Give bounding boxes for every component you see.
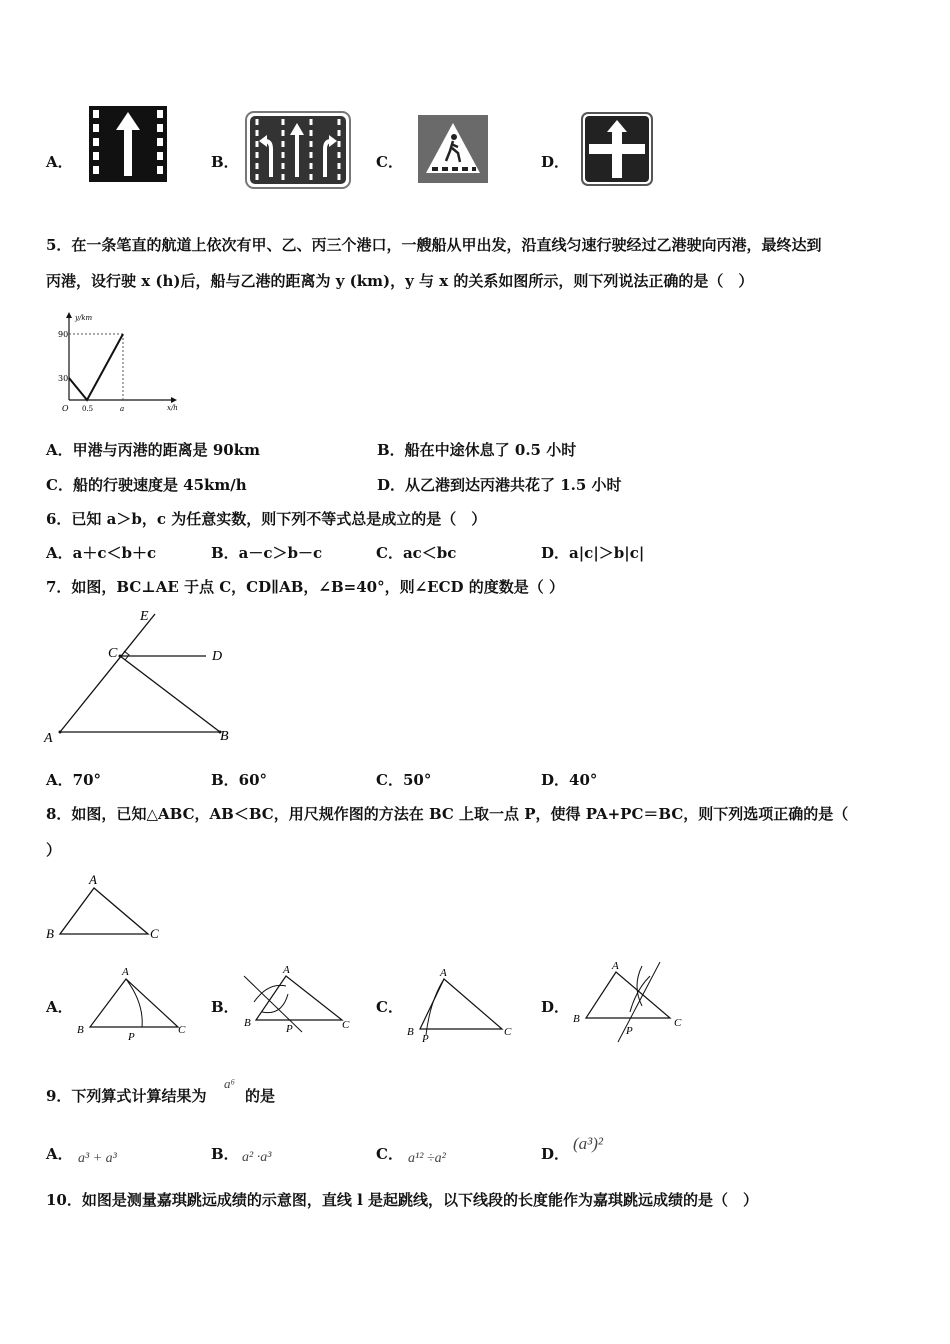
q5-x-tick-05: 0.5 <box>82 405 94 413</box>
q5-x-axis-label: x/h <box>167 404 178 412</box>
q5-option-b[interactable]: B．船在中途休息了 0.5 小时 <box>377 441 577 459</box>
q5-option-c[interactable]: C．船的行驶速度是 45km/h <box>46 476 247 494</box>
q8-label-c: C <box>150 926 159 941</box>
q9-option-d-expression: (a³)² <box>573 1134 604 1153</box>
q8d-label-b: B <box>573 1013 580 1025</box>
q8-label-b: B <box>46 926 54 941</box>
q9-option-b-expression: a² ·a³ <box>242 1150 272 1165</box>
q10-stem: 10．如图是测量嘉琪跳远成绩的示意图，直线 l 是起跳线，以下线段的长度能作为嘉琪跳远成绩的是（ ） <box>46 1191 759 1209</box>
q9-option-a[interactable]: A． <box>46 1145 73 1163</box>
q5-y-tick-30: 30 <box>58 374 69 383</box>
lane-direction-arrows-icon <box>245 111 351 189</box>
crossroad-junction-icon <box>581 112 653 186</box>
q7-option-c[interactable]: C．50° <box>376 771 432 789</box>
q9-stem-suffix: 的是 <box>245 1087 276 1105</box>
q9-option-b[interactable]: B． <box>211 1145 239 1163</box>
q7-option-d[interactable]: D．40° <box>541 771 598 789</box>
q4-option-b[interactable]: B． <box>211 153 239 171</box>
q4-option-a[interactable]: A． <box>46 153 73 171</box>
q8-option-b-figure <box>238 962 363 1042</box>
q5-x-tick-a: a <box>120 405 125 413</box>
q4-option-d[interactable]: D． <box>541 153 570 171</box>
q8d-label-p: P <box>626 1025 633 1037</box>
q7-label-b: B <box>220 729 229 744</box>
q8-stem-line1: 8．如图，已知△ABC，AB＜BC，用尺规作图的方法在 BC 上取一点 P，使得 PA+PC＝BC，则下列选项正确的是（ <box>46 805 849 823</box>
q8c-label-a: A <box>440 967 447 979</box>
q8c-label-p: P <box>422 1033 429 1045</box>
q9-stem-expression: a⁶ <box>224 1076 236 1091</box>
q9-option-c[interactable]: C． <box>376 1145 403 1163</box>
q7-label-e: E <box>140 609 149 624</box>
q9-option-d[interactable]: D． <box>541 1145 570 1163</box>
q8d-label-a: A <box>612 960 619 972</box>
q5-option-d[interactable]: D．从乙港到达丙港共花了 1.5 小时 <box>377 476 622 494</box>
q7-stem: 7．如图，BC⊥AE 于点 C，CD∥AB，∠B=40°，则∠ECD 的度数是（ ） <box>46 578 564 596</box>
q8-option-d-figure <box>570 956 695 1046</box>
q8c-label-c: C <box>504 1026 512 1038</box>
q8a-label-c: C <box>178 1024 186 1036</box>
q8-label-a: A <box>89 872 97 887</box>
q8b-label-p: P <box>286 1023 293 1035</box>
q8a-label-p: P <box>128 1031 135 1043</box>
q8-stem-line2: ） <box>46 841 62 859</box>
q8b-label-b: B <box>244 1017 251 1029</box>
q8c-label-b: B <box>407 1026 414 1038</box>
q8-option-a[interactable]: A． <box>46 998 73 1016</box>
q5-origin-label: O <box>62 404 69 413</box>
q6-stem: 6．已知 a＞b，c 为任意实数，则下列不等式总是成立的是（ ） <box>46 510 487 528</box>
q6-option-d[interactable]: D．a|c|＞b|c| <box>541 544 645 562</box>
straight-lane-arrow-icon <box>89 106 167 182</box>
q8-option-a-figure <box>74 965 194 1045</box>
q8-option-c[interactable]: C． <box>376 998 403 1016</box>
q8a-label-a: A <box>122 966 129 978</box>
q8-option-d[interactable]: D． <box>541 998 570 1016</box>
q8-option-c-figure <box>402 965 522 1045</box>
q5-stem-line1: 5．在一条笔直的航道上依次有甲、乙、丙三个港口，一艘船从甲出发，沿直线匀速行驶经过乙港驶向丙港，最终达到 <box>46 236 822 254</box>
q9-option-c-expression: a¹² ÷a² <box>408 1151 446 1166</box>
q5-y-tick-90: 90 <box>58 330 69 339</box>
q5-y-axis-label: y/km <box>75 314 93 322</box>
q9-stem-prefix: 9．下列算式计算结果为 <box>46 1087 207 1105</box>
q8-option-b[interactable]: B． <box>211 998 239 1016</box>
q7-option-a[interactable]: A．70° <box>46 771 102 789</box>
q7-label-c: C <box>108 646 118 661</box>
q8b-label-a: A <box>283 964 290 976</box>
pedestrian-crossing-icon <box>418 115 488 183</box>
q9-option-a-expression: a³ + a³ <box>78 1151 117 1166</box>
q6-option-b[interactable]: B．a－c＞b－c <box>211 544 323 562</box>
q6-option-c[interactable]: C．ac＜bc <box>376 544 457 562</box>
q8a-label-b: B <box>77 1024 84 1036</box>
q8-triangle-figure <box>42 870 167 945</box>
q7-figure <box>40 606 240 746</box>
q5-stem-line2: 丙港，设行驶 x (h)后，船与乙港的距离为 y (km)，y 与 x 的关系如图所示，则下列说法正确的是（ ） <box>46 272 754 290</box>
q8d-label-c: C <box>674 1017 682 1029</box>
q5-option-a[interactable]: A．甲港与丙港的距离是 90km <box>46 441 261 459</box>
q6-option-a[interactable]: A．a＋c＜b＋c <box>46 544 157 562</box>
q7-label-a: A <box>44 731 53 746</box>
q4-option-c[interactable]: C． <box>376 153 403 171</box>
q7-label-d: D <box>212 649 223 664</box>
q7-option-b[interactable]: B．60° <box>211 771 268 789</box>
q8b-label-c: C <box>342 1019 350 1031</box>
q5-distance-time-graph <box>55 308 180 418</box>
